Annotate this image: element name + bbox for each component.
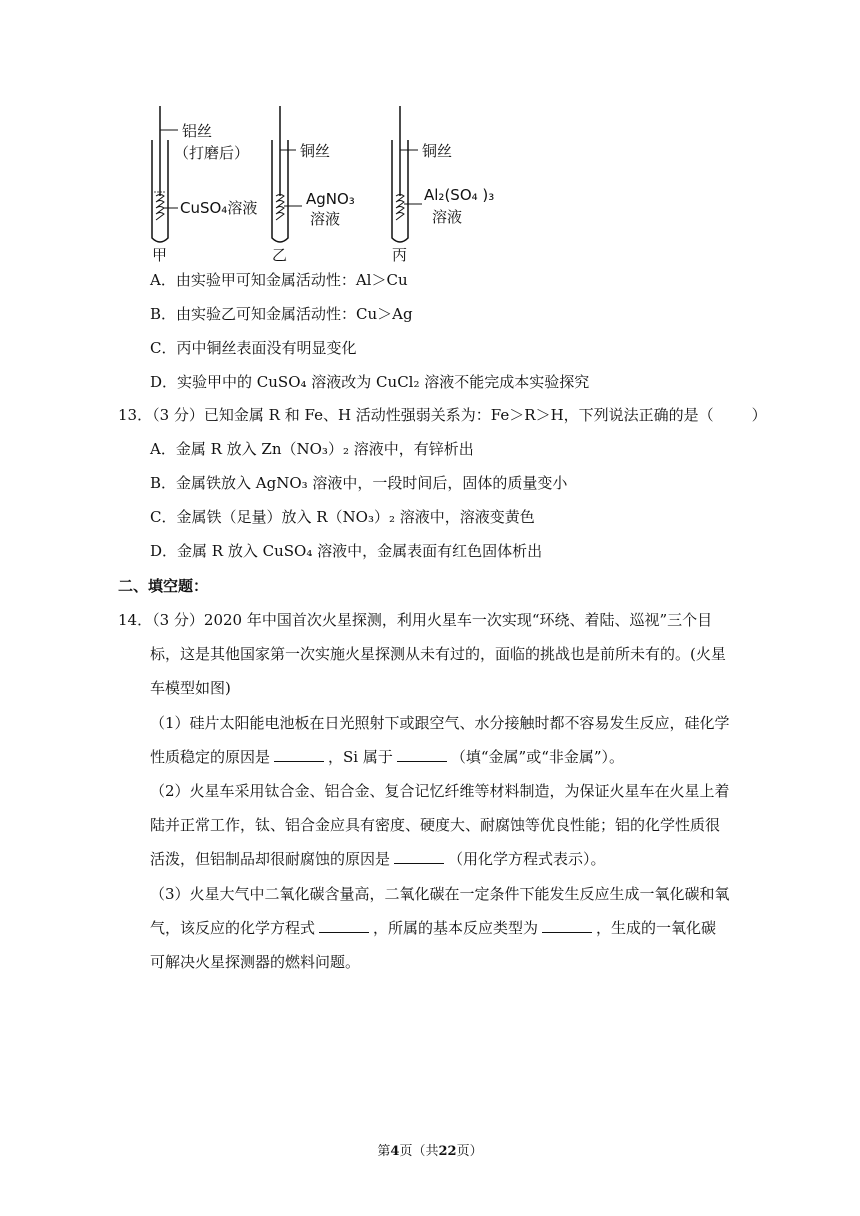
q14-part3-text-c: ，生成的一氧化碳 — [596, 919, 717, 937]
tube-yi — [272, 106, 355, 264]
tube-yi-solution-formula: AgNO₃ — [306, 190, 355, 208]
tube-bing-solution-label: 溶液 — [432, 208, 463, 226]
q14-blank-1[interactable] — [274, 747, 324, 762]
q14-line-2: 标，这是其他国家第一次实施火星探测从未有过的，面临的挑战也是前所未有的。(火星 — [150, 645, 726, 663]
tube-bing-solution-formula: Al₂(SO₄ )₃ — [424, 186, 495, 204]
q12-option-b: B．由实验乙可知金属活动性：Cu＞Ag — [150, 305, 413, 323]
q12-option-d: D．实验甲中的 CuSO₄ 溶液改为 CuCl₂ 溶液不能完成本实验探究 — [150, 373, 590, 391]
q13-stem — [118, 405, 767, 425]
q14-part3-line-3: 可解决火星探测器的燃料问题。 — [150, 953, 361, 971]
q14-part1-text-c: （填“金属”或“非金属”）。 — [450, 748, 625, 766]
tube-jia-solution-label: CuSO₄溶液 — [180, 199, 258, 217]
q14-part3-text-a: 气，该反应的化学方程式 — [150, 919, 316, 937]
tube-jia-wire-note: （打磨后） — [174, 144, 250, 162]
q14-part2-text-b: （用化学方程式表示）。 — [448, 850, 606, 868]
tube-bing-label: 丙 — [392, 246, 408, 264]
test-tube-figure — [140, 100, 500, 265]
q14-part2-line-2: 陆并正常工作，钛、铝合金应具有密度、硬度大、耐腐蚀等优良性能；铝的化学性质很 — [150, 816, 721, 834]
test-tube-diagram — [140, 100, 500, 265]
q14-part1-line-2 — [150, 747, 624, 767]
tube-yi-wire-label: 铜丝 — [300, 142, 331, 160]
q14-part3-line-2 — [150, 918, 716, 938]
q14-part1-line-1: （1）硅片太阳能电池板在日光照射下或跟空气、水分接触时都不容易发生反应，硅化学 — [150, 714, 730, 732]
q13-stem-end: ） — [751, 406, 767, 424]
q14-part1-text-b: ，Si 属于 — [328, 748, 393, 766]
q14-part3-line-1: （3）火星大气中二氧化碳含量高，二氧化碳在一定条件下能发生反应生成一氧化碳和氧 — [150, 885, 730, 903]
footer-middle: 页（共 — [399, 1144, 439, 1159]
q12-option-c: C．丙中铜丝表面没有明显变化 — [150, 339, 357, 357]
q14-line-3: 车模型如图) — [150, 679, 231, 697]
q14-blank-2[interactable] — [397, 747, 447, 762]
tube-jia-label: 甲 — [152, 246, 168, 264]
q14-line-1: 14．（3 分）2020 年中国首次火星探测，利用火星车一次实现“环绕、着陆、巡视”三个目 — [118, 611, 713, 629]
q14-part2-line-3 — [150, 849, 606, 869]
page-footer — [0, 1140, 860, 1159]
footer-page-number: 4 — [390, 1144, 400, 1159]
q13-stem-text: 13．（3 分）已知金属 R 和 Fe、H 活动性强弱关系为：Fe＞R＞H，下列说法正确的是（ — [118, 406, 714, 424]
q14-part2-text-a: 活泼，但铝制品却很耐腐蚀的原因是 — [150, 850, 391, 868]
tube-jia-wire-label: 铝丝 — [182, 122, 213, 140]
tube-bing-wire-label: 铜丝 — [422, 142, 453, 160]
tube-yi-solution-label: 溶液 — [310, 210, 341, 228]
q14-part3-text-b: ，所属的基本反应类型为 — [373, 919, 539, 937]
tube-bing — [392, 106, 494, 264]
tube-jia — [152, 106, 257, 264]
q14-part2-line-1: （2）火星车采用钛合金、铝合金、复合记忆纤维等材料制造，为保证火星车在火星上着 — [150, 782, 730, 800]
q13-option-d: D．金属 R 放入 CuSO₄ 溶液中，金属表面有红色固体析出 — [150, 542, 543, 560]
q14-blank-4[interactable] — [319, 918, 369, 933]
footer-suffix: 页） — [456, 1144, 483, 1159]
footer-prefix: 第 — [377, 1144, 391, 1159]
tube-yi-label: 乙 — [272, 246, 288, 264]
q14-blank-5[interactable] — [542, 918, 592, 933]
q13-option-a: A．金属 R 放入 Zn（NO₃）₂ 溶液中，有锌析出 — [150, 440, 474, 458]
q13-option-b: B．金属铁放入 AgNO₃ 溶液中，一段时间后，固体的质量变小 — [150, 474, 568, 492]
section-title: 二、填空题： — [118, 577, 209, 595]
q14-part1-text-a: 性质稳定的原因是 — [150, 748, 271, 766]
q12-option-a: A．由实验甲可知金属活动性：Al＞Cu — [150, 271, 408, 289]
footer-total-pages: 22 — [438, 1144, 457, 1159]
q14-blank-3[interactable] — [394, 849, 444, 864]
q13-option-c: C．金属铁（足量）放入 R（NO₃）₂ 溶液中，溶液变黄色 — [150, 508, 535, 526]
